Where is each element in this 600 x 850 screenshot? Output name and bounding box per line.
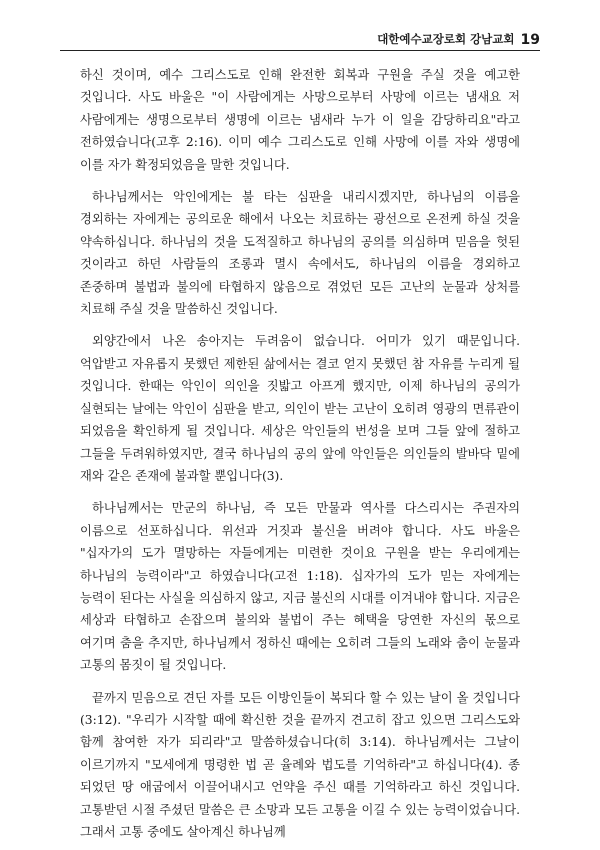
body-text xyxy=(80,64,520,843)
paragraph-1: 하신 것이며, 예수 그리스도로 인해 완전한 회복과 구원을 주실 것을 예고한 것입니다. 사도 바울은 "이 사람에게는 사망으로부터 사망에 이르는 냄새요 저 사람에게는 생명으로부터 생명에 이르는 냄새라 누가 이 일을 감당하리요"라고 전하였습니다(고후 2:16). 이미 예수 그리스도로 인해 사망에 이를 자와 생명에 이를 자가 확정되었음을 말한 것입니다. xyxy=(80,68,520,172)
paragraph-3: 외양간에서 나온 송아지는 두려움이 없습니다. 어미가 있기 때문입니다. 억압받고 자유롭지 못했던 제한된 삶에서는 결코 얻지 못했던 참 자유를 누리게 될 것입니다. 한때는 악인이 의인을 짓밟고 아프게 했지만, 이제 하나님의 공의가 실현되는 날에는 악인이 심판을 받고, 의인이 받는 고난이 오히려 영광의 면류관이 되었음을 확인하게 될 것입니다. 세상은 악인들의 번성을 보며 그들 앞에 절하고 그들을 두려워하였지만, 결국 하나님의 공의 앞에 악인들은 의인들의 발바닥 밑에 재와 같은 존재에 불과할 뿐입니다(3). xyxy=(80,334,520,483)
paragraph-5: 끝까지 믿음으로 견딘 자를 모든 이방인들이 복되다 할 수 있는 날이 올 것입니다(3:12). "우리가 시작할 때에 확신한 것을 끝까지 견고히 잡고 있으면 그리스도와 함께 참여한 자가 되리라"고 말씀하셨습니다(히 3:14). 하나님께서는 그날이 이르기까지 "모세에게 명령한 법 곧 율례와 법도를 기억하라"고 하십니다(4). 종 되었던 땅 애굽에서 이끌어내시고 언약을 주신 때를 기억하라고 하신 것입니다. 고통받던 시절 주셨던 말씀은 큰 소망과 모든 고통을 이길 수 있는 능력이었습니다. 그래서 고통 중에도 살아계신 하나님께 xyxy=(80,690,520,839)
page-number: 19 xyxy=(520,32,540,48)
paragraph-2: 하나님께서는 악인에게는 불 타는 심판을 내리시겠지만, 하나님의 이름을 경외하는 자에게는 공의로운 해에서 나오는 치료하는 광선으로 온전케 하실 것을 약속하십니다. 하나님의 것을 도적질하고 하나님의 공의를 의심하며 믿음을 헛된 것이라고 하던 사람들의 조롱과 멸시 속에서도, 하나님의 이름을 경외하고 존중하며 불법과 불의에 타협하지 않음으로 겪었던 모든 고난의 눈물과 상처를 치료해 주실 것을 말씀하신 것입니다. xyxy=(80,190,520,317)
church-name: 대한예수교장로회 강남교회 xyxy=(377,32,515,46)
paragraph-4: 하나님께서는 만군의 하나님, 즉 모든 만물과 역사를 다스리시는 주권자의 이름으로 선포하십니다. 위선과 거짓과 불신을 버려야 합니다. 사도 바울은 "십자가의 도가 멸망하는 자들에게는 미련한 것이요 구원을 받는 우리에게는 하나님의 능력이라"고 하였습니다(고전 1:18). 십자가의 도가 믿는 자에게는 능력이 된다는 사실을 의심하지 않고, 지금 불신의 시대를 이겨내야 합니다. 지금은 세상과 타협하고 손잡으며 불의와 불법이 주는 혜택을 당연한 자신의 몫으로 여기며 춤을 추지만, 하나님께서 정하신 때에는 오히려 그들의 노래와 춤이 눈물과 고통의 몸짓이 될 것입니다. xyxy=(80,501,520,673)
running-header xyxy=(60,28,540,51)
